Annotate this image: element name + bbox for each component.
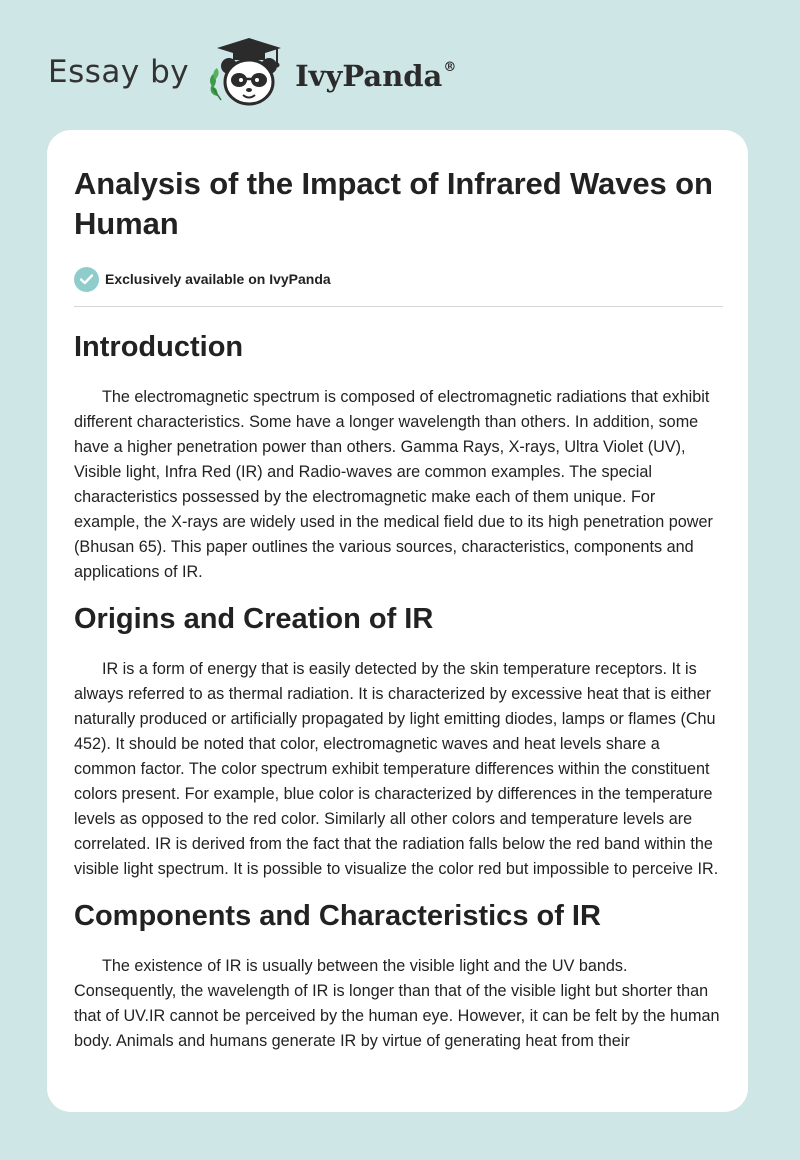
- site-header: [48, 36, 548, 112]
- exclusive-label: Exclusively available on IvyPanda: [105, 271, 331, 287]
- exclusive-badge: [74, 266, 724, 292]
- section-introduction: [74, 329, 724, 585]
- article-title: Analysis of the Impact of Infrared Waves on Human: [74, 166, 713, 241]
- section-heading: Components and Characteristics of IR: [74, 900, 601, 932]
- check-icon: [74, 267, 99, 292]
- registered-mark: ®: [443, 60, 457, 76]
- section-components: [74, 898, 724, 1054]
- section-heading: Origins and Creation of IR: [74, 603, 434, 635]
- divider: [74, 306, 723, 307]
- section-heading: Introduction: [74, 331, 244, 363]
- article-card: [47, 130, 748, 1112]
- section-origins: [74, 601, 724, 882]
- section-paragraph: The existence of IR is usually between the visible light and the UV bands. Consequently, the wavelength of IR is longer than that of the visible light but shorter than that of UV.IR cannot be perceived by the human eye. However, it can be felt by the human body. Animals and humans generate IR by virtue of generating heat from their: [74, 957, 720, 1050]
- essay-by-label: Essay by: [48, 54, 190, 90]
- brand-name[interactable]: IvyPanda®: [295, 59, 457, 93]
- section-paragraph: IR is a form of energy that is easily detected by the skin temperature receptors. It is always referred to as thermal radiation. It is characterized by excessive heat that is either naturally produced or artificially propagated by light emitting diodes, lamps or flames (Chu 452). It should be noted that color, electromagnetic waves and heat levels share a common factor. The color spectrum exhibit temperature differences within the constituent colors present. For example, blue color is characterized by differences in the temperature levels as opposed to the red color. Similarly all other colors and temperature levels are correlated. IR is derived from the fact that the radiation falls below the red band within the visible light spectrum. It is possible to visualize the color red but impossible to perceive IR.: [74, 660, 719, 878]
- section-paragraph: The electromagnetic spectrum is composed of electromagnetic radiations that exhibit different characteristics. Some have a longer wavelength than others. In addition, some have a higher penetration power than others. Gamma Rays, X-rays, Ultra Violet (UV), Visible light, Infra Red (IR) and Radio-waves are common examples. The special characteristics possessed by the electromagnetic make each of them unique. For example, the X-rays are widely used in the medical field due to its high penetration power (Bhusan 65). This paper outlines the various sources, characteristics, components and applications of IR.: [74, 388, 713, 581]
- panda-graduate-icon[interactable]: [203, 36, 293, 112]
